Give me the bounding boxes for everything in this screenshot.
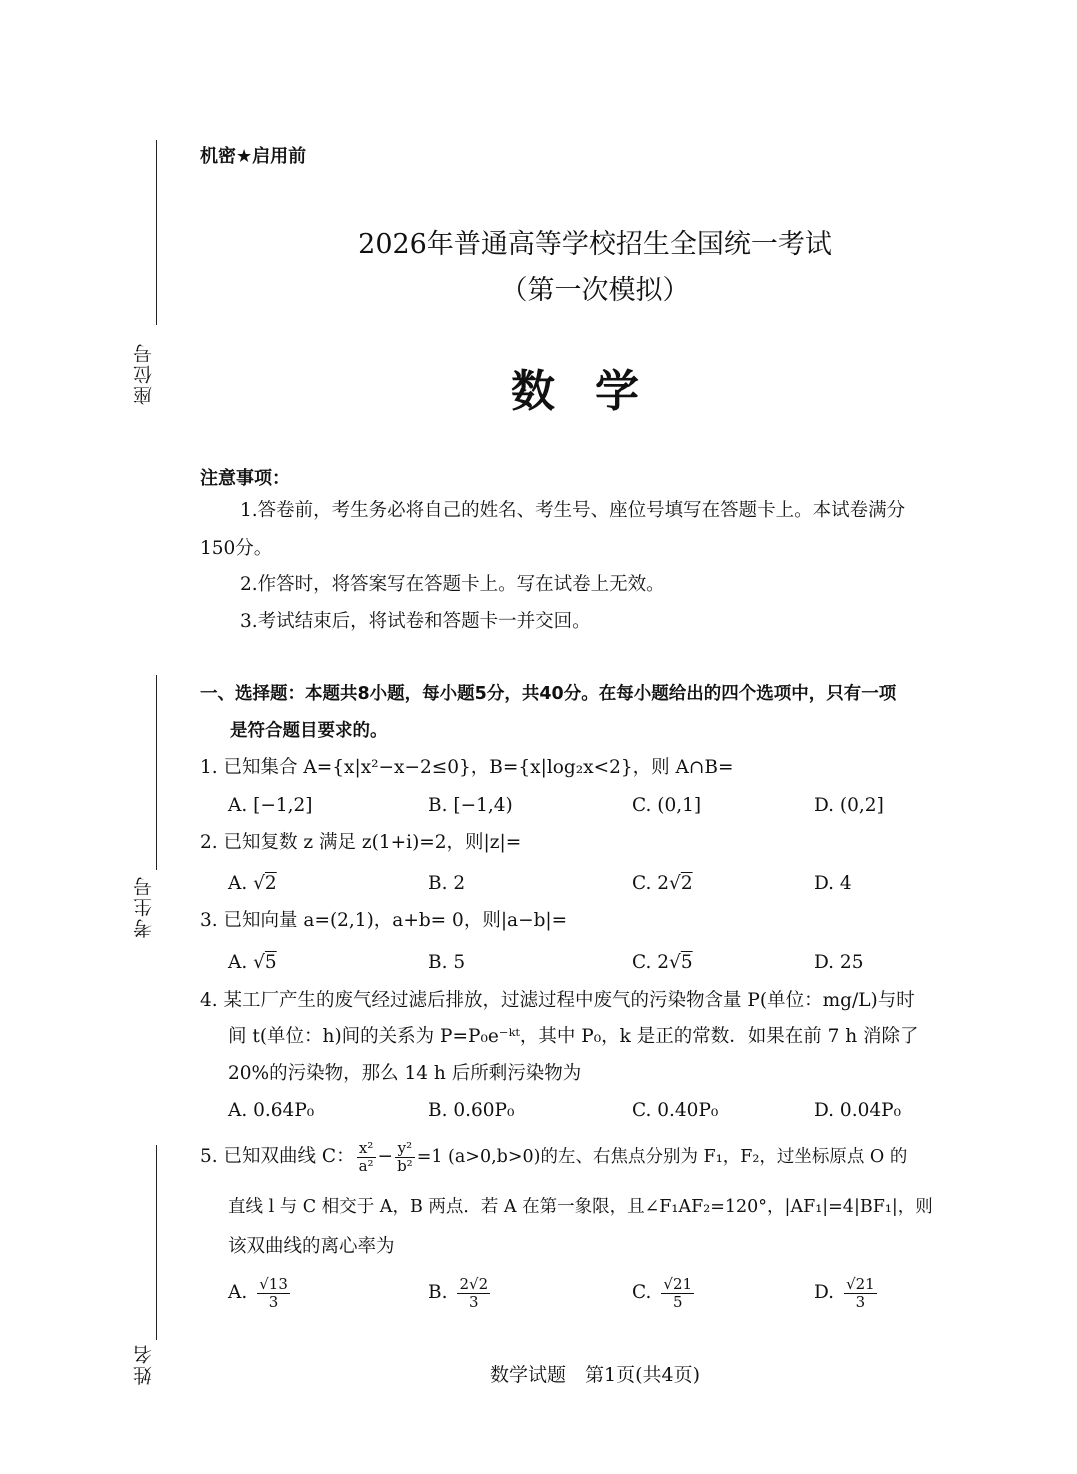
q1-option-a: A. [−1,2]: [228, 795, 313, 816]
q1-option-d: D. (0,2]: [814, 795, 884, 816]
section-heading: 一、选择题：本题共8小题，每小题5分，共40分。在每小题给出的四个选项中，只有一项: [200, 684, 897, 704]
q2-option-c: C. 2√2: [632, 873, 693, 894]
margin-line-bottom: [156, 1145, 157, 1340]
q3-option-b: B. 5: [428, 952, 466, 973]
note-2: 2.作答时，将答案写在答题卡上。写在试卷上无效。: [240, 574, 665, 595]
q5-fraction-y: $\frac{\text{y²}}{\text{b²}}$: [397, 1139, 413, 1175]
confidential-mark: 机密★启用前: [200, 146, 307, 167]
q4-option-b: B. 0.60P₀: [428, 1100, 515, 1121]
q2-option-b: B. 2: [428, 873, 466, 894]
seat-number-label: 座位号: [133, 342, 155, 405]
exam-subtitle: （第一次模拟）: [500, 275, 690, 306]
question-4-line-2: 间 t(单位：h)间的关系为 P=P₀e⁻ᵏᵗ，其中 P₀，k 是正的常数．如果在前 7 h 消除了: [228, 1026, 919, 1047]
q4-option-c: C. 0.40P₀: [632, 1100, 719, 1121]
exam-number-label: 考生号: [133, 875, 155, 938]
subject-title: 数学: [511, 366, 679, 417]
question-4-line-3: 20%的污染物，那么 14 h 后所剩污染物为: [228, 1063, 582, 1084]
q5-option-d: D. $\frac{√21}{3}$: [814, 1275, 875, 1311]
q3-option-a: A. √5: [228, 952, 277, 973]
q1-option-b: B. [−1,4): [428, 795, 513, 816]
question-5-line-3: 该双曲线的离心率为: [228, 1236, 395, 1257]
question-5-line-2: 直线 l 与 C 相交于 A，B 两点．若 A 在第一象限，且∠F₁AF₂=120°，|AF₁|=4|BF₁|，则: [228, 1197, 933, 1217]
note-3: 3.考试结束后，将试卷和答题卡一并交回。: [240, 611, 591, 632]
page-footer: 数学试题 第1页(共4页): [489, 1364, 700, 1386]
q5-option-a: A. $\frac{√13}{3}$: [228, 1275, 288, 1311]
q3-option-c: C. 2√5: [632, 952, 693, 973]
q4-option-a: A. 0.64P₀: [228, 1100, 315, 1121]
q5-fraction-x: $\frac{\text{x²}}{\text{a²}}$: [358, 1139, 374, 1175]
q5-option-c: C. $\frac{√21}{5}$: [632, 1275, 693, 1311]
q4-option-d: D. 0.04P₀: [814, 1100, 901, 1121]
question-3: 3. 已知向量 a=(2,1)，a+b= 0，则|a−b|=: [200, 910, 568, 931]
question-4-line-1: 4. 某工厂产生的废气经过滤后排放，过滤过程中废气的污染物含量 P(单位：mg/L)与时: [200, 990, 915, 1011]
q2-option-d: D. 4: [814, 873, 852, 894]
q1-option-c: C. (0,1]: [632, 795, 702, 816]
question-2: 2. 已知复数 z 满足 z(1+i)=2，则|z|=: [200, 832, 522, 853]
question-1: 1. 已知集合 A={x|x²−x−2≤0}，B={x|log₂x<2}，则 A∩B=: [200, 757, 734, 778]
notes-title: 注意事项：: [200, 468, 290, 489]
note-1: 1.答卷前，考生务必将自己的姓名、考生号、座位号填写在答题卡上。本试卷满分: [240, 500, 906, 521]
section-heading-cont: 是符合题目要求的。: [230, 721, 388, 741]
q3-option-d: D. 25: [814, 952, 864, 973]
question-5-line-1: 5. 已知双曲线 C： $\frac{\text{x²}}{\text{a²}}$ − $\frac{\text{y²}}{\text{b²}}$ =1 (a>0,b>0)的左、右焦点分别为 F₁，F₂，过坐标原点 O 的: [200, 1139, 908, 1175]
q5-option-b: B. $\frac{2√2}{3}$: [428, 1275, 489, 1311]
note-1-cont: 150分。: [200, 538, 273, 559]
exam-title: 2026年普通高等学校招生全国统一考试: [358, 229, 832, 260]
margin-line-middle: [156, 675, 157, 870]
q2-option-a: A. √2: [228, 873, 277, 894]
name-label: 姓名: [133, 1343, 155, 1385]
